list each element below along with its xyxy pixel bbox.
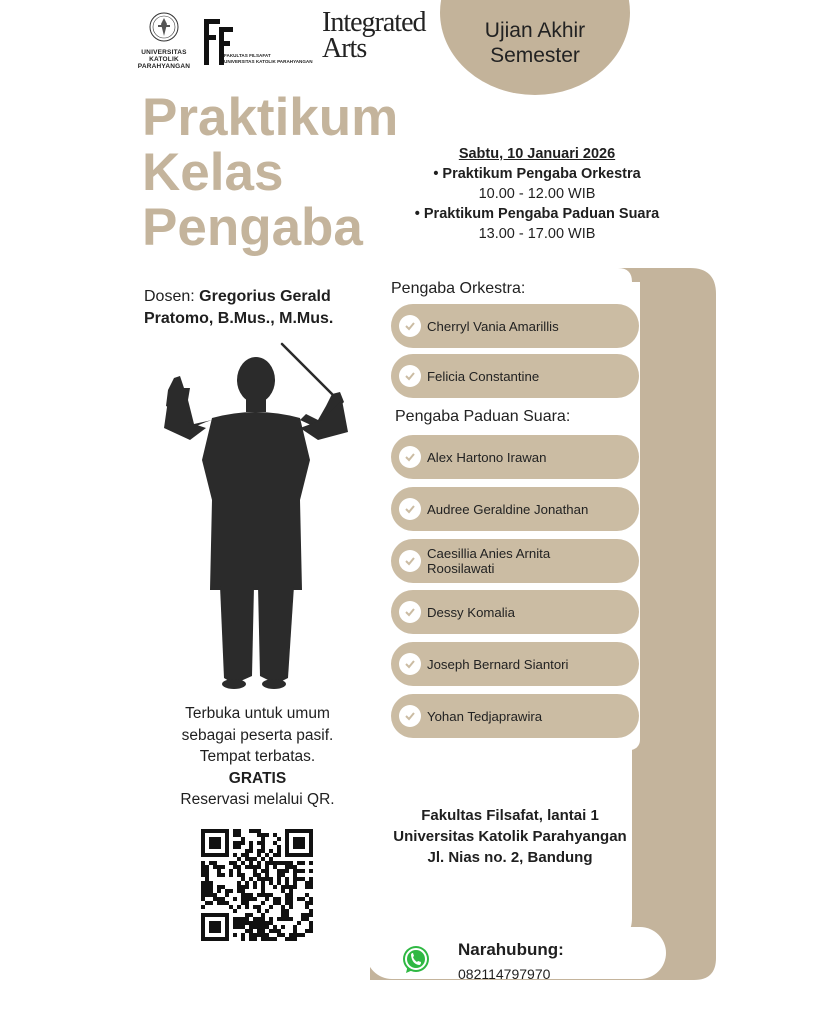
badge-line-1: Ujian Akhir — [484, 19, 586, 42]
exam-badge-text — [460, 18, 610, 68]
contact-title: Narahubung: — [458, 940, 564, 959]
list-item — [391, 642, 639, 686]
lecturer — [144, 286, 374, 330]
check-icon — [399, 446, 421, 468]
ff-line-1: FAKULTAS FILSAFAT — [224, 53, 271, 58]
qr-code[interactable] — [201, 829, 313, 941]
list-item — [391, 487, 639, 531]
title-line-2: Kelas — [142, 143, 284, 202]
info-line-2: sebagai peserta pasif. — [181, 726, 334, 744]
list-item — [391, 435, 639, 479]
badge-line-2: Semester — [490, 44, 580, 67]
list-item — [391, 590, 639, 634]
check-icon — [399, 653, 421, 675]
orchestra-name-1: Cherryl Vania Amarillis — [427, 318, 559, 334]
venue-line-1: Fakultas Filsafat, lantai 1 — [421, 807, 599, 824]
lecturer-label: Dosen: — [144, 288, 195, 305]
event-2-time: 13.00 - 17.00 WIB — [478, 226, 596, 242]
check-icon — [399, 601, 421, 623]
info-free: GRATIS — [228, 769, 287, 787]
ia-line-2: Arts — [322, 33, 367, 64]
ff-logo — [202, 17, 314, 69]
list-item — [391, 354, 639, 398]
list-item — [391, 694, 639, 738]
title-line-3: Pengaba — [142, 198, 363, 257]
venue-line-2: Universitas Katolik Parahyangan — [393, 828, 627, 845]
schedule — [392, 144, 682, 244]
info-line-3: Tempat terbatas. — [199, 748, 316, 765]
choir-name-5: Joseph Bernard Siantori — [427, 656, 569, 672]
orchestra-heading: Pengaba Orkestra: — [391, 280, 526, 297]
choir-name-3: Caesillia Anies Arnita Roosilawati — [427, 546, 551, 576]
orchestra-name-2: Felicia Constantine — [427, 368, 540, 384]
check-icon — [399, 365, 421, 387]
choir-name-1: Alex Hartono Irawan — [427, 449, 547, 465]
venue-line-3: Jl. Nias no. 2, Bandung — [427, 849, 593, 866]
ia-line-1: Integrated — [322, 7, 426, 38]
choir-name-6: Yohan Tedjaprawira — [427, 708, 543, 724]
ukp-line-2: KATOLIK — [149, 56, 179, 63]
conductor-silhouette-icon — [150, 340, 360, 692]
choir-name-4: Dessy Komalia — [427, 604, 515, 620]
check-icon — [399, 498, 421, 520]
choir-name-2: Audree Geraldine Jonathan — [427, 501, 589, 517]
check-icon — [399, 705, 421, 727]
integrated-arts-logo — [322, 7, 426, 70]
ukp-logo — [133, 12, 195, 78]
choir-heading: Pengaba Paduan Suara: — [395, 408, 571, 425]
info-text — [150, 703, 365, 811]
event-1-time: 10.00 - 12.00 WIB — [478, 186, 596, 202]
ukp-line-3: PARAHYANGAN — [137, 63, 191, 70]
check-icon — [399, 315, 421, 337]
lecturer-name: Gregorius Gerald Pratomo, B.Mus., M.Mus. — [144, 288, 334, 327]
contact-phone[interactable]: 082114797970 — [458, 966, 551, 982]
event-1-name: • Praktikum Pengaba Orkestra — [433, 166, 641, 182]
university-seal-icon — [149, 12, 179, 42]
venue — [360, 805, 660, 868]
info-line-1: Terbuka untuk umum — [185, 705, 330, 722]
ukp-line-1: UNIVERSITAS — [141, 49, 187, 56]
event-2-name: • Praktikum Pengaba Paduan Suara — [414, 206, 660, 222]
check-icon — [399, 550, 421, 572]
info-line-5: Reservasi melalui QR. — [180, 791, 335, 808]
list-item — [391, 304, 639, 348]
list-item — [391, 539, 639, 583]
whatsapp-icon[interactable] — [400, 944, 432, 976]
schedule-date: Sabtu, 10 Januari 2026 — [458, 146, 616, 162]
ff-line-2: UNIVERSITAS KATOLIK PARAHYANGAN — [224, 58, 313, 64]
title-line-1: Praktikum — [142, 88, 399, 147]
